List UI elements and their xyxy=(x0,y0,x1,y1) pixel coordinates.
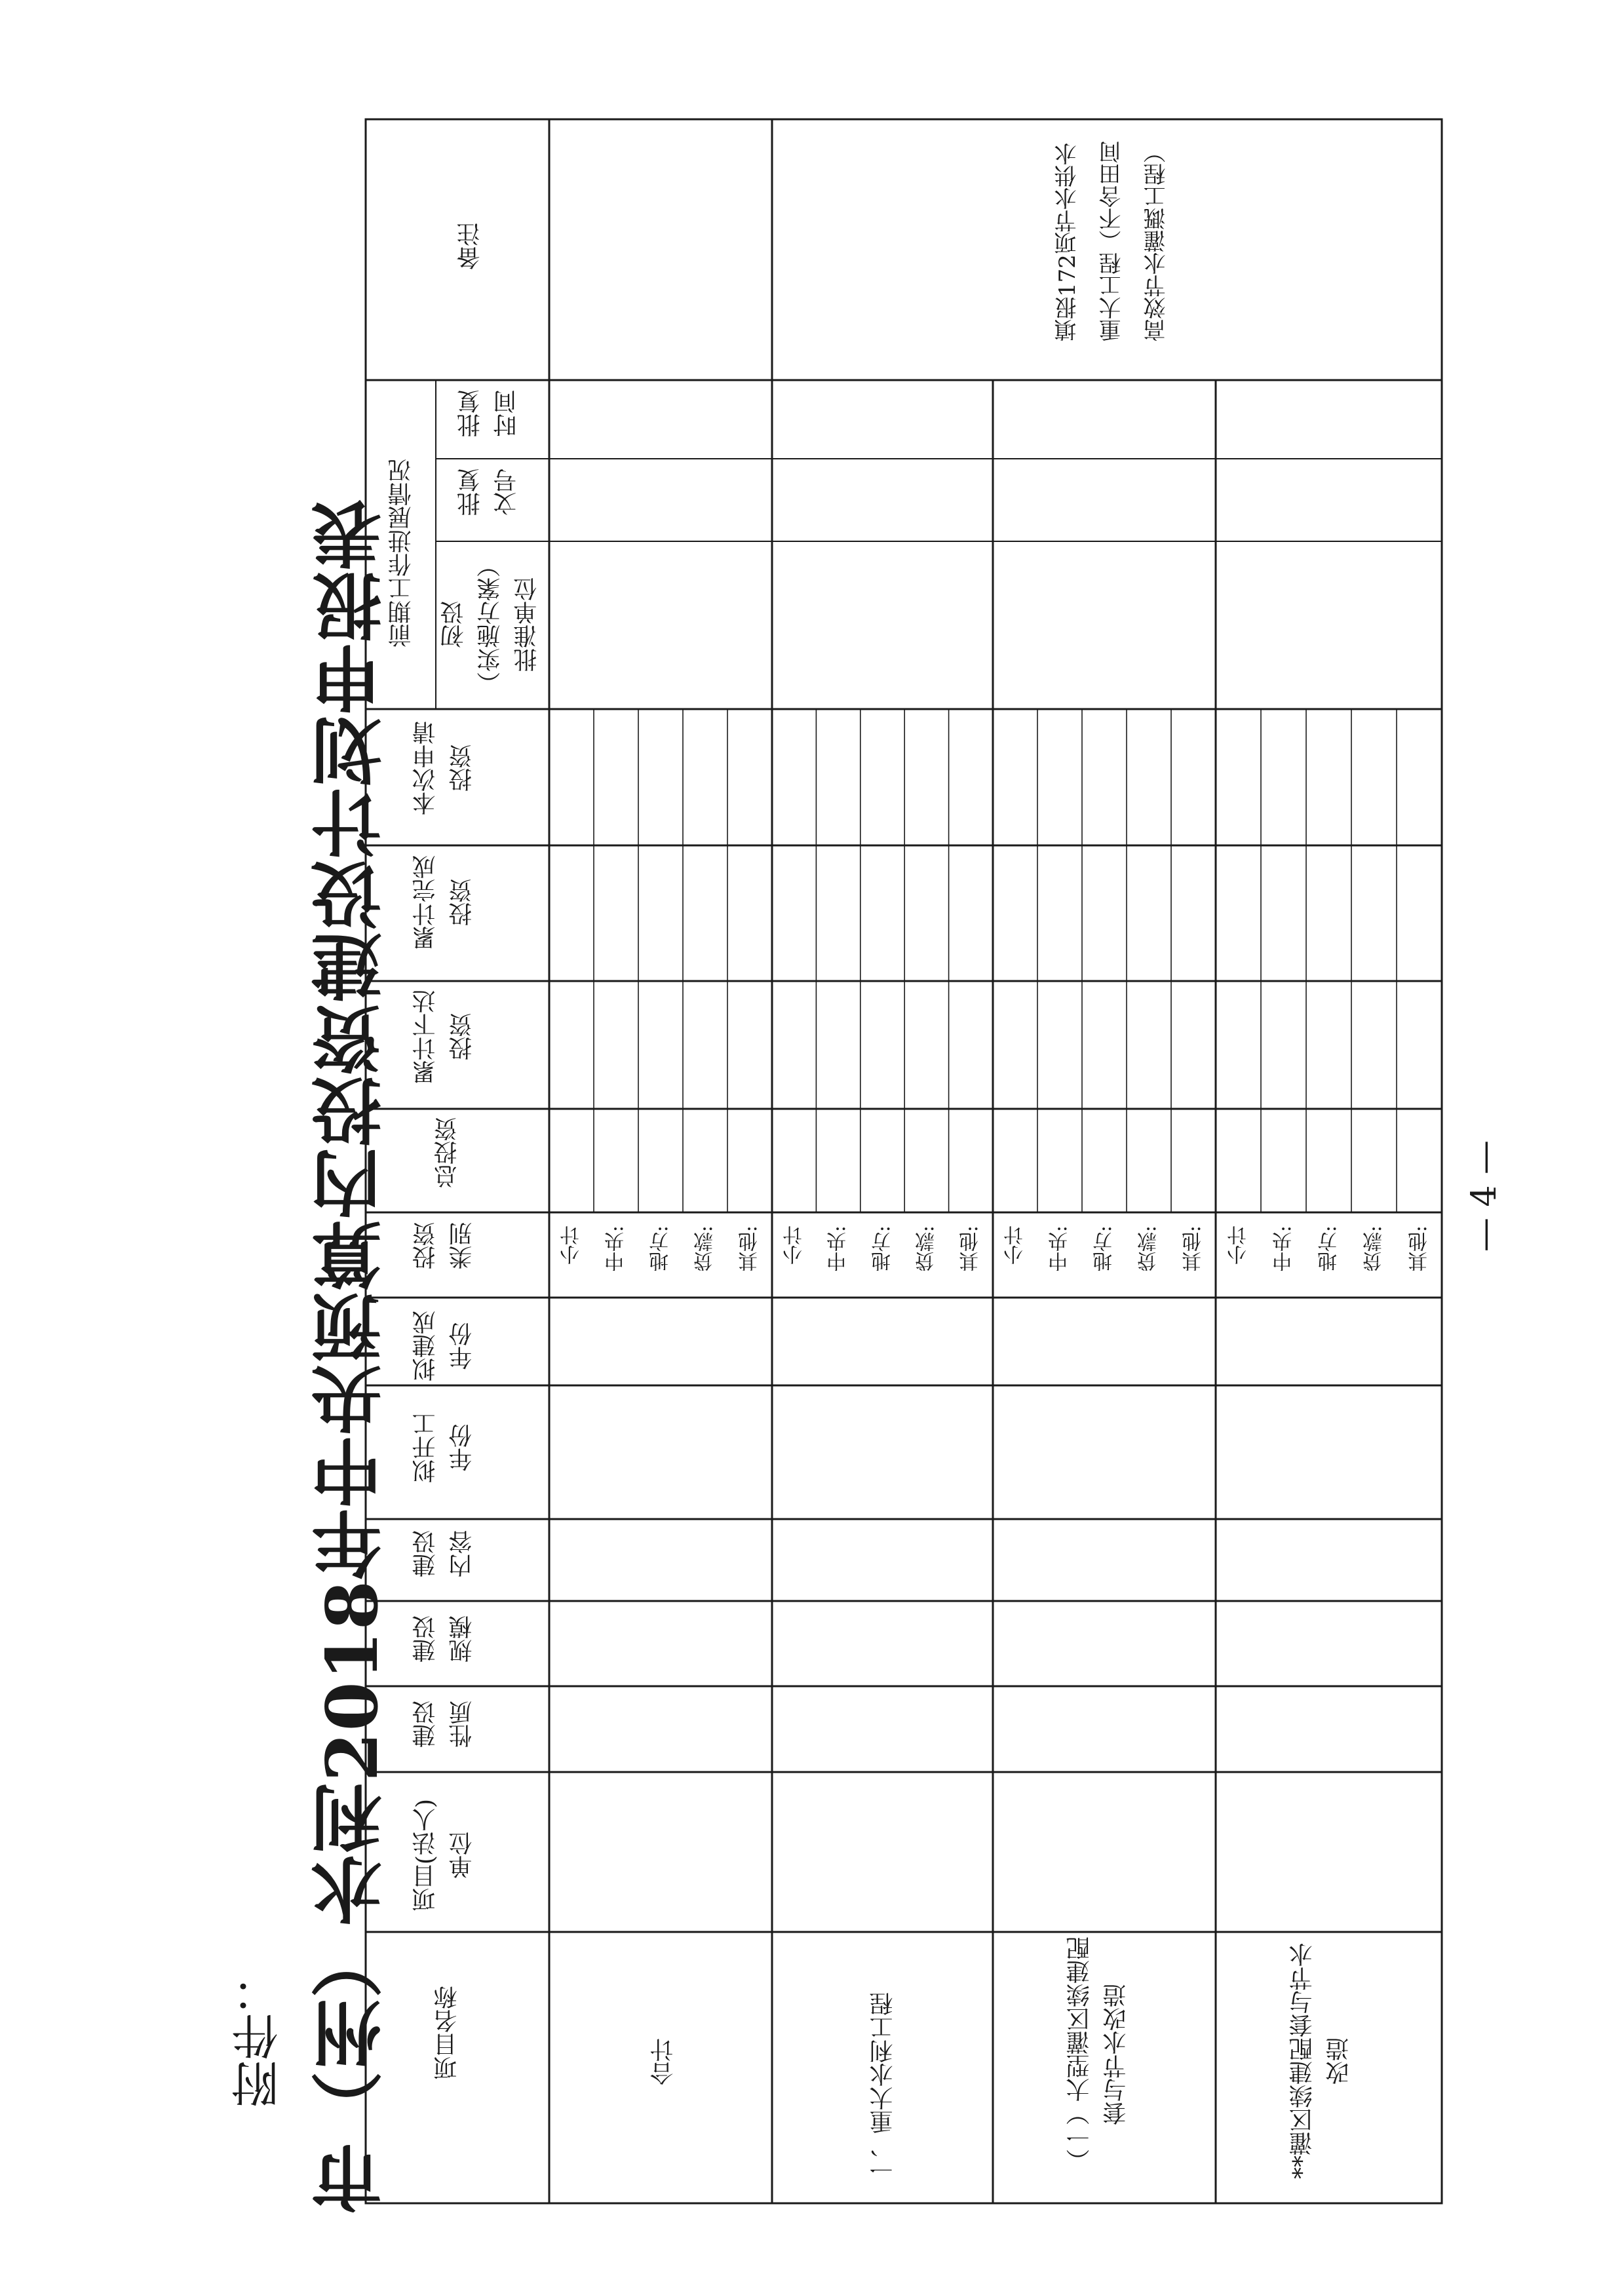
investment-type-3-1: 中央: xyxy=(1272,1225,1296,1272)
investment-type-0-3: 贷款: xyxy=(694,1225,717,1272)
investment-type-0-2: 地方: xyxy=(649,1225,672,1272)
investment-type-3-2: 地方: xyxy=(1317,1225,1341,1272)
row-name-large-irrigation-district: （一）大型灌区续建配 套与节水改造 xyxy=(1066,1937,1130,2172)
header-construction-scale: 建设 规模 xyxy=(412,1615,476,1663)
header-total-investment: 总投资 xyxy=(434,1117,461,1188)
header-issued-investment: 累计下达 投资 xyxy=(412,990,476,1084)
investment-type-2-0: 小计 xyxy=(1004,1225,1027,1265)
investment-type-3-4: 其他: xyxy=(1408,1225,1431,1272)
header-approval-number: 批复 文号 xyxy=(457,469,520,516)
remark-note: 填报172项节水供水 重大工程（不含田间 高效节水灌溉工程） xyxy=(1054,141,1170,341)
page-title: 市（州）水利2018年中央预算内投资建设计划申报表 xyxy=(311,498,394,2214)
investment-type-3-3: 贷款: xyxy=(1363,1225,1386,1272)
investment-type-0-0: 小计 xyxy=(560,1225,583,1265)
investment-type-2-2: 地方: xyxy=(1093,1225,1116,1272)
investment-type-2-1: 中央: xyxy=(1049,1225,1072,1272)
header-apply-investment: 本次申请 投资 xyxy=(412,721,476,815)
header-approval-unit: 初设 （实施方案） 批准单位 xyxy=(440,554,541,695)
investment-type-1-1: 中央: xyxy=(827,1225,851,1272)
row-name-irrigation-district-renovation: **灌区续建配套与节水 改造 xyxy=(1289,1943,1353,2179)
header-construction-content: 建设 内容 xyxy=(412,1530,476,1577)
header-construction-nature: 建设 性质 xyxy=(412,1701,476,1748)
header-approval-time: 批复 时间 xyxy=(457,390,520,437)
investment-type-0-4: 其他: xyxy=(739,1225,762,1272)
header-prework-progress: 前期工作进展情况 xyxy=(388,459,415,647)
investment-type-2-3: 贷款: xyxy=(1138,1225,1161,1272)
investment-type-1-0: 小计 xyxy=(783,1225,806,1265)
row-name-major-water-projects: 一、重大水利工程 xyxy=(870,1992,897,2181)
page-number: — 4 — xyxy=(1465,1140,1504,1252)
header-finish-year: 拟建成 年份 xyxy=(412,1311,476,1381)
investment-type-1-3: 贷款: xyxy=(915,1225,938,1272)
header-remark: 备注 xyxy=(457,223,484,270)
header-investment-type: 投资 类别 xyxy=(412,1222,476,1269)
investment-type-1-4: 其他: xyxy=(959,1225,983,1272)
header-project-name: 项目名称 xyxy=(434,1986,461,2080)
investment-type-3-0: 小计 xyxy=(1227,1225,1250,1265)
header-project-unit: 项目(法人) 单位 xyxy=(412,1799,476,1912)
investment-type-2-4: 其他: xyxy=(1182,1225,1205,1272)
header-start-year: 拟开工 年份 xyxy=(412,1412,476,1483)
investment-type-0-1: 中央: xyxy=(605,1225,628,1272)
row-name-total: 合计 xyxy=(650,2038,677,2085)
investment-type-1-2: 地方: xyxy=(871,1225,895,1272)
attachment-label: 附件： xyxy=(231,1966,286,2108)
header-completed-investment: 累计完成 投资 xyxy=(412,855,476,950)
